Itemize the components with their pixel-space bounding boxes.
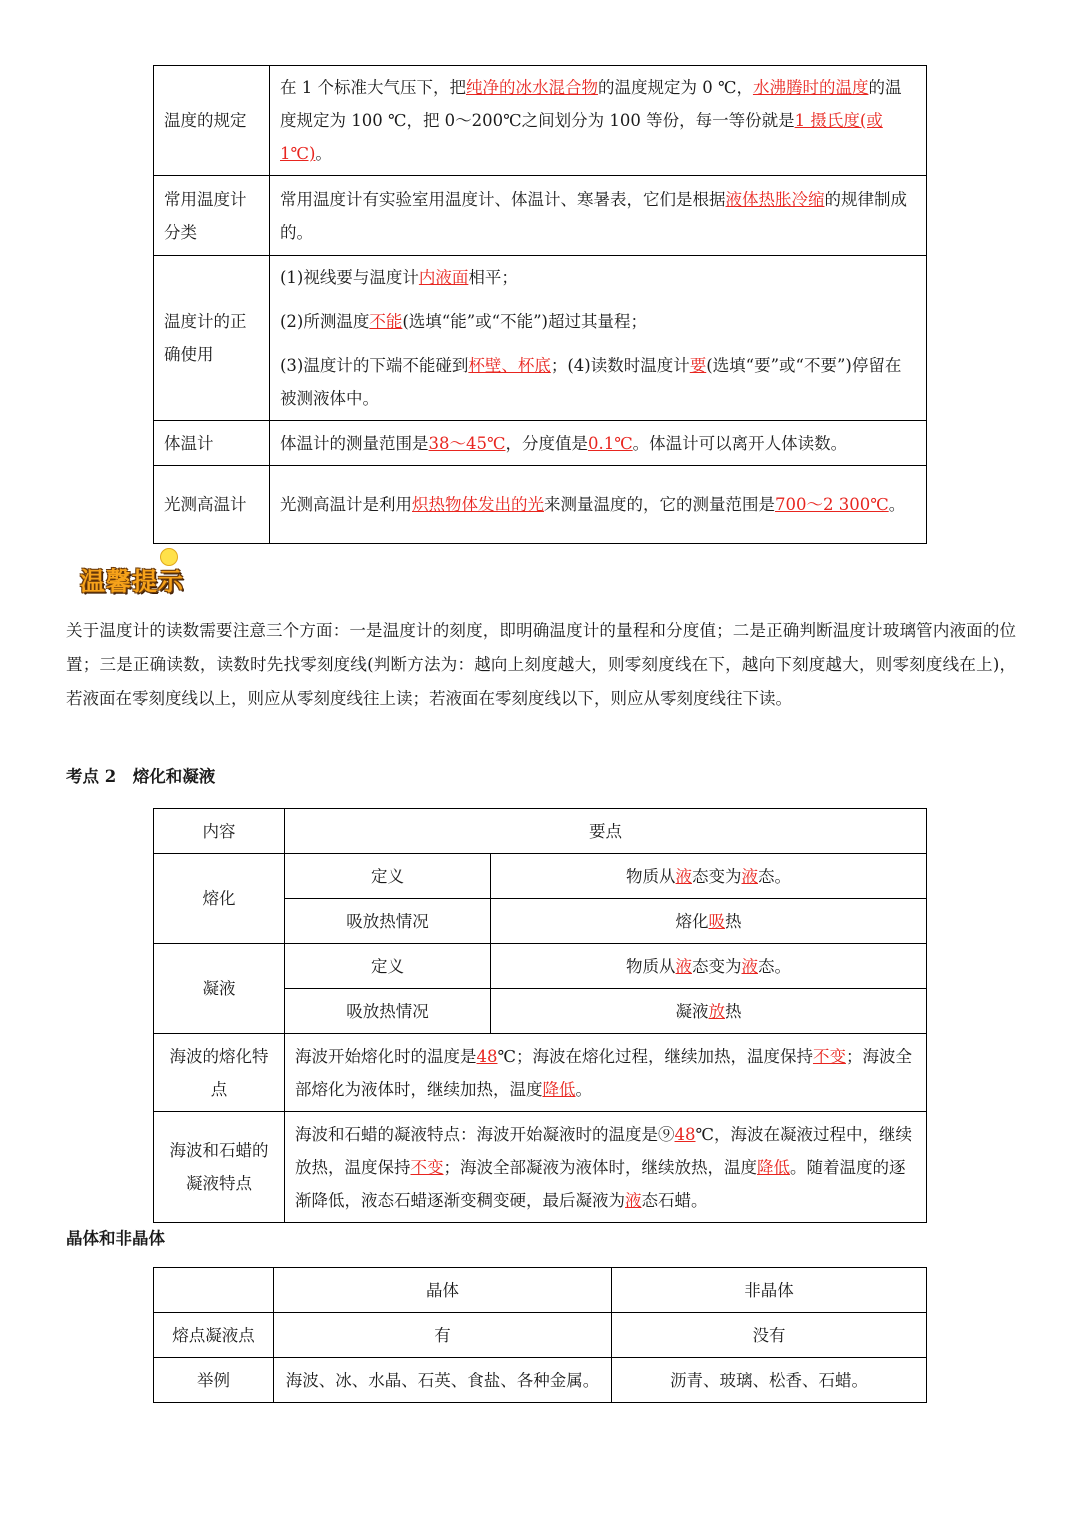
answer: 液 bbox=[625, 1190, 642, 1210]
line bbox=[280, 305, 916, 338]
sub-label: 吸放热情况 bbox=[285, 899, 491, 944]
text: 体温计的测量范围是 bbox=[280, 433, 429, 453]
line bbox=[280, 349, 916, 415]
row-label: 举例 bbox=[154, 1358, 274, 1403]
table-row bbox=[154, 421, 927, 466]
row-label: 温度的规定 bbox=[154, 66, 270, 176]
header-cell: 非晶体 bbox=[612, 1268, 927, 1313]
table-row bbox=[154, 1268, 927, 1313]
row-content bbox=[270, 176, 927, 256]
text: ；(4)读数时温度计 bbox=[550, 356, 690, 375]
answer: 炽热物体发出的光 bbox=[412, 495, 544, 514]
row-label: 常用温度计分类 bbox=[154, 176, 270, 256]
table-row bbox=[154, 1313, 927, 1358]
text: 的温度规定为 100 ℃，把 0～200℃之间划分为 100 等份，每一等份就是 bbox=[280, 78, 902, 130]
text: ；海波全部凝液为液体时，继续放热，温度 bbox=[443, 1157, 757, 1177]
table-row bbox=[154, 66, 927, 176]
answer: 液 bbox=[675, 956, 692, 976]
table-row bbox=[154, 944, 927, 989]
text: 。 bbox=[315, 144, 332, 163]
text: ℃；海波在熔化过程，继续加热，温度保持 bbox=[497, 1046, 813, 1066]
text: 光测高温计是利用 bbox=[280, 495, 412, 514]
text: 态变为 bbox=[692, 956, 742, 976]
text: 熔化 bbox=[675, 911, 709, 931]
answer: 48 bbox=[674, 1124, 696, 1144]
row-label: 熔化 bbox=[154, 854, 285, 944]
text: 海波和石蜡的凝液特点：海波开始凝液时的温度是⑨ bbox=[295, 1124, 675, 1144]
cell bbox=[491, 944, 927, 989]
text: 物质从 bbox=[626, 956, 676, 976]
sub-label: 吸放热情况 bbox=[285, 989, 491, 1034]
text: 。 bbox=[575, 1079, 592, 1099]
table-row bbox=[154, 466, 927, 544]
table-row bbox=[154, 176, 927, 256]
row-label: 光测高温计 bbox=[154, 466, 270, 544]
answer: 降低 bbox=[757, 1157, 790, 1177]
answer: 不变 bbox=[812, 1046, 846, 1066]
answer: 吸 bbox=[708, 911, 725, 931]
text: 海波开始熔化时的温度是 bbox=[295, 1046, 477, 1066]
answer: 降低 bbox=[542, 1079, 576, 1099]
row-label: 体温计 bbox=[154, 421, 270, 466]
answer: 不变 bbox=[410, 1157, 444, 1177]
answer: 要 bbox=[689, 356, 707, 375]
sub-label: 定义 bbox=[285, 854, 491, 899]
answer: 1 摄氏度(或 1℃) bbox=[280, 111, 883, 163]
answer: 杯壁、杯底 bbox=[468, 356, 551, 375]
cell bbox=[285, 1112, 927, 1223]
row-content bbox=[270, 256, 927, 421]
text: (1)视线要与温度计 bbox=[280, 268, 419, 287]
temperature-table bbox=[153, 65, 927, 544]
header-cell: 要点 bbox=[285, 809, 927, 854]
text: 。体温计可以离开人体读数。 bbox=[632, 433, 848, 453]
table-row bbox=[154, 809, 927, 854]
line bbox=[280, 261, 916, 294]
text: 来测量温度的，它的测量范围是 bbox=[544, 495, 775, 514]
row-content bbox=[270, 421, 927, 466]
text: 热 bbox=[725, 1001, 742, 1021]
table-row bbox=[154, 256, 927, 421]
row-label: 凝液 bbox=[154, 944, 285, 1034]
answer: 700～2 300℃ bbox=[775, 495, 889, 514]
text: 相平； bbox=[468, 268, 518, 287]
text: 态石蜡。 bbox=[641, 1190, 708, 1210]
answer: 水沸腾时的温度 bbox=[752, 78, 869, 97]
cell: 没有 bbox=[612, 1313, 927, 1358]
row-content bbox=[270, 466, 927, 544]
cell: 有 bbox=[274, 1313, 612, 1358]
text: 的规律制成的。 bbox=[280, 189, 907, 242]
cell bbox=[285, 1034, 927, 1112]
text: 态。 bbox=[758, 866, 791, 886]
row-label: 海波的熔化特点 bbox=[154, 1034, 285, 1112]
row-label: 海波和石蜡的凝液特点 bbox=[154, 1112, 285, 1223]
row-label: 温度计的正确使用 bbox=[154, 256, 270, 421]
text: (选填“能”或“不能”)超过其量程； bbox=[402, 312, 647, 331]
table-row bbox=[154, 1358, 927, 1403]
melting-table bbox=[153, 808, 927, 1223]
answer: 48 bbox=[476, 1046, 498, 1066]
text: 常用温度计有实验室用温度计、体温计、寒暑表，它们是根据 bbox=[280, 189, 726, 209]
answer: 液体热胀冷缩 bbox=[725, 189, 825, 209]
text: 。随着温度的逐渐降低，液态石蜡逐渐变稠变硬，最后凝液为 bbox=[295, 1157, 906, 1210]
text: ℃，海波在凝液过程中，继续放热，温度保持 bbox=[295, 1124, 912, 1177]
text: 物质从 bbox=[626, 866, 676, 886]
text: 热 bbox=[725, 911, 742, 931]
answer: 液 bbox=[741, 866, 758, 886]
header-cell: 内容 bbox=[154, 809, 285, 854]
text: 的温度规定为 0 ℃， bbox=[598, 78, 753, 97]
table-row bbox=[154, 1112, 927, 1223]
cell bbox=[491, 899, 927, 944]
answer: 不能 bbox=[369, 312, 403, 331]
tip-paragraph: 关于温度计的读数需要注意三个方面：一是温度计的刻度，即明确温度计的量程和分度值；二是正确判断温度计玻璃管内液面的位置；三是正确读数，读数时先找零刻度线(判断方法为：越向上刻度越大，则零刻度线在下，越向下刻度越大，则零刻度线在上)，若液面在零刻度线以上，则应从零刻度线往上读；若液面在零刻度线以下，则应从零刻度线往下读。 bbox=[66, 621, 1016, 708]
answer: 0.1℃ bbox=[587, 433, 633, 453]
answer: 放 bbox=[708, 1001, 725, 1021]
section-heading: 晶体和非晶体 bbox=[66, 1229, 165, 1248]
text: 凝液 bbox=[675, 1001, 709, 1021]
cell: 沥青、玻璃、松香、石蜡。 bbox=[612, 1358, 927, 1403]
table-row bbox=[154, 1034, 927, 1112]
cell bbox=[491, 989, 927, 1034]
text: ，分度值是 bbox=[505, 433, 588, 453]
row-content bbox=[270, 66, 927, 176]
text: 在 1 个标准大气压下，把 bbox=[280, 78, 466, 97]
answer: 液 bbox=[741, 956, 758, 976]
text: (2)所测温度 bbox=[280, 312, 370, 331]
cell bbox=[491, 854, 927, 899]
row-label: 熔点凝液点 bbox=[154, 1313, 274, 1358]
answer: 内液面 bbox=[418, 268, 469, 287]
header-cell: 晶体 bbox=[274, 1268, 612, 1313]
text: (选填“要”或“不要”)停留在被测液体中。 bbox=[280, 356, 902, 408]
answer: 纯净的冰水混合物 bbox=[466, 78, 598, 97]
warm-tip-logo-text: 温馨提示 bbox=[80, 567, 185, 596]
text: 态。 bbox=[758, 956, 791, 976]
text: 态变为 bbox=[692, 866, 742, 886]
empty-cell bbox=[154, 1268, 274, 1313]
text: (3)温度计的下端不能碰到 bbox=[280, 356, 469, 375]
sub-label: 定义 bbox=[285, 944, 491, 989]
cell: 海波、冰、水晶、石英、食盐、各种金属。 bbox=[274, 1358, 612, 1403]
warm-tip-logo bbox=[78, 548, 198, 598]
answer: 38～45℃ bbox=[428, 433, 506, 453]
table-row bbox=[154, 854, 927, 899]
section-heading: 考点 2 熔化和凝液 bbox=[66, 767, 216, 786]
text: ；海波全部熔化为液体时，继续加热，温度 bbox=[295, 1046, 912, 1099]
answer: 液 bbox=[675, 866, 692, 886]
text: 。 bbox=[888, 495, 906, 514]
crystal-table bbox=[153, 1267, 927, 1403]
